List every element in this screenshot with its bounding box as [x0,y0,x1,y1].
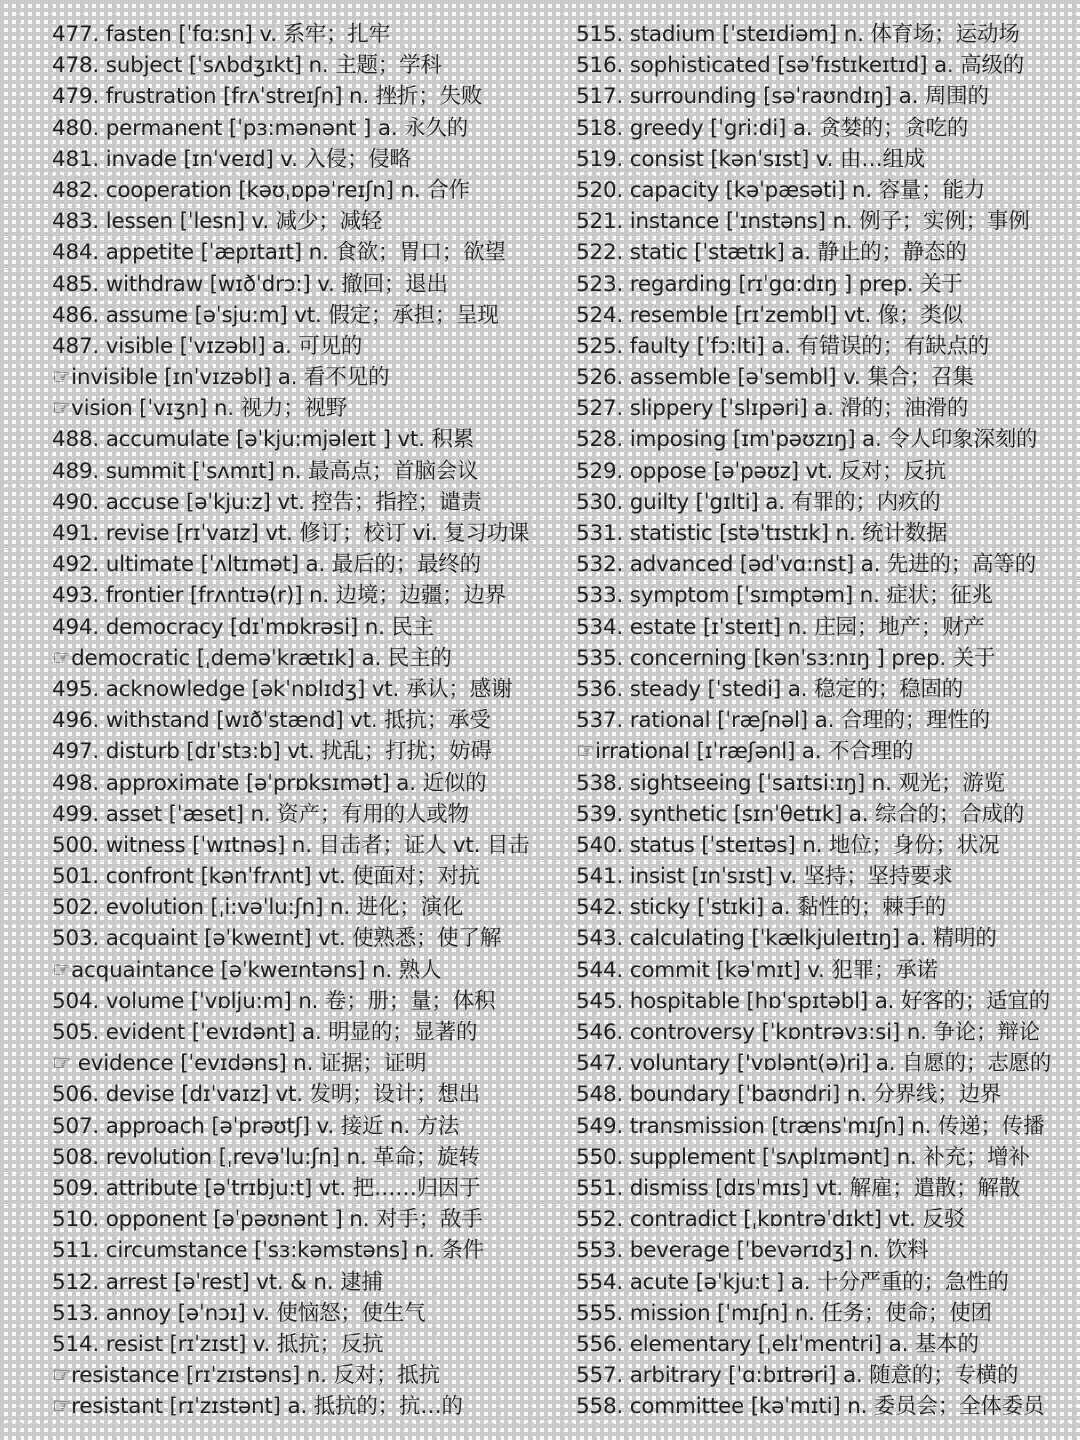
vocab-column-right [576,19,1066,1422]
vocab-entry: ☞irrational [ɪˈræʃənl] a. 不合理的 [576,739,914,765]
vocab-entry: 540. status [ˈsteɪtəs] n. 地位；身份；状况 [576,832,1000,858]
vocab-entry: 515. stadium [ˈsteɪdiəm] n. 体育场；运动场 [576,22,1020,47]
vocab-entry: 533. symptom [ˈsɪmptəm] n. 症状；征兆 [576,583,993,609]
vocab-entry: 505. evident [ˈevɪdənt] a. 明显的；显著的 [52,1020,478,1045]
vocab-entry: 556. elementary [ˌelɪˈmentri] a. 基本的 [576,1331,979,1357]
vocab-entry: ☞democratic [ˌdeməˈkrætɪk] a. 民主的 [52,645,452,671]
vocab-entry: 502. evolution [ˌi:vəˈlu:ʃn] n. 进化；演化 [52,895,464,921]
vocab-entry: 499. asset [ˈæset] n. 资产；有用的人或物 [52,801,469,827]
vocab-entry: 543. calculating [ˈkælkjuleɪtɪŋ] a. 精明的 [576,926,997,952]
vocab-entry: 489. summit [ˈsʌmɪt] n. 最高点；首脑会议 [52,458,479,484]
vocab-entry: 527. slippery [ˈslɪpəri] a. 滑的；油滑的 [576,396,969,422]
vocab-entry: 492. ultimate [ˈʌltɪmət] a. 最后的；最终的 [52,552,481,578]
vocab-entry: 479. frustration [frʌˈstreɪʃn] n. 挫折；失败 [52,84,483,110]
vocab-entry: 554. acute [əˈkju:t ] a. 十分严重的；急性的 [576,1269,1009,1295]
vocab-entry: 493. frontier [frʌntɪə(r)] n. 边境；边疆；边界 [52,583,507,609]
vocab-entry: 551. dismiss [dɪsˈmɪs] vt. 解雇；遣散；解散 [576,1175,1020,1201]
vocab-entry: 548. boundary [ˈbaʊndri] n. 分界线；边界 [576,1082,1002,1108]
vocab-entry: 526. assemble [əˈsembl] v. 集合；召集 [576,365,974,391]
vocab-entry: 530. guilty [ˈgɪlti] a. 有罪的；内疚的 [576,489,941,515]
vocab-entry: 510. opponent [əˈpəʊnənt ] n. 对手；敌手 [52,1207,483,1233]
vocab-entry: 545. hospitable [hɒˈspɪtəbl] a. 好客的；适宜的 [576,988,1051,1014]
vocab-entry: 546. controversy [ˈkɒntrəvɜ:si] n. 争论；辩论 [576,1020,1040,1045]
vocab-entry: 484. appetite [ˈæpɪtaɪt] n. 食欲；胃口；欲望 [52,240,506,266]
vocab-entry: 524. resemble [rɪˈzembl] vt. 像；类似 [576,302,964,328]
vocab-entry: 512. arrest [əˈrest] vt. & n. 逮捕 [52,1269,383,1295]
vocab-entry: 477. fasten [ˈfɑ:sn] v. 系牢；扎牢 [52,22,391,47]
vocab-entry: 501. confront [kənˈfrʌnt] vt. 使面对；对抗 [52,864,480,890]
vocab-entry: 500. witness [ˈwɪtnəs] n. 目击者；证人 vt. 目击 [52,832,530,858]
grid-line-vertical [1076,0,1077,1440]
vocab-entry: 537. rational [ˈræʃnəl] a. 合理的；理性的 [576,708,990,734]
vocab-entry: 552. contradict [ˌkɒntrəˈdɪkt] vt. 反驳 [576,1207,966,1233]
vocab-entry: 528. imposing [ɪmˈpəʊzɪŋ] a. 令人印象深刻的 [576,427,1038,453]
grid-line-horizontal [0,1423,1080,1424]
vocab-entry: 517. surrounding [səˈraʊndɪŋ] a. 周围的 [576,84,989,110]
vocab-entry: ☞ evidence [ˈevɪdəns] n. 证据；证明 [52,1051,427,1077]
vocab-entry: 487. visible [ˈvɪzəbl] a. 可见的 [52,333,363,359]
vocab-entry: 521. instance [ˈɪnstəns] n. 例子；实例；事例 [576,209,1030,235]
vocab-entry: 535. concerning [kənˈsɜ:nɪŋ ] prep. 关于 [576,645,996,671]
vocab-entry: 544. commit [kəˈmɪt] v. 犯罪；承诺 [576,957,938,983]
vocab-entry: 516. sophisticated [səˈfɪstɪkeɪtɪd] a. 高级的 [576,53,1025,79]
vocab-entry: 508. revolution [ˌrevəˈlu:ʃn] n. 革命；旋转 [52,1144,480,1170]
vocab-entry: 514. resist [rɪˈzɪst] v. 抵抗；反抗 [52,1331,384,1357]
vocab-entry: 478. subject [ˈsʌbdʒɪkt] n. 主题；学科 [52,53,442,79]
vocab-entry: 488. accumulate [əˈkju:mjəleɪt ] vt. 积累 [52,427,475,453]
grid-line-vertical [564,0,565,1440]
vocab-entry: 506. devise [dɪˈvaɪz] vt. 发明；设计；想出 [52,1082,480,1108]
vocab-entry: 481. invade [ɪnˈveɪd] v. 入侵；侵略 [52,146,411,172]
vocab-entry: 520. capacity [kəˈpæsəti] n. 容量；能力 [576,177,986,203]
vocab-entry: 532. advanced [ədˈvɑ:nst] a. 先进的；高等的 [576,552,1036,578]
vocab-entry: 519. consist [kənˈsɪst] v. 由…组成 [576,146,926,172]
vocab-entry: 480. permanent [ˈpɜ:mənənt ] a. 永久的 [52,115,469,141]
vocab-entry: 513. annoy [əˈnɔɪ] v. 使恼怒；使生气 [52,1300,426,1326]
vocab-entry: 549. transmission [trænsˈmɪʃn] n. 传递；传播 [576,1113,1045,1139]
vocab-entry: 531. statistic [stəˈtɪstɪk] n. 统计数据 [576,521,948,546]
vocab-entry: 538. sightseeing [ˈsaɪtsi:ɪŋ] n. 观光；游览 [576,770,1005,796]
vocab-entry: 497. disturb [dɪˈstɜ:b] vt. 扰乱；打扰；妨碍 [52,739,492,765]
vocab-entry: 547. voluntary ['vɒlənt(ə)ri] a. 自愿的；志愿的 [576,1051,1052,1077]
vocab-column-left [52,19,552,1422]
vocab-entry: 553. beverage [ˈbevərɪdʒ] n. 饮料 [576,1238,929,1264]
vocab-entry: 511. circumstance [ˈsɜ:kəmstəns] n. 条件 [52,1238,484,1264]
vocab-entry: 541. insist [ɪnˈsɪst] v. 坚持；坚持要求 [576,864,953,890]
vocab-entry: 539. synthetic [sɪnˈθetɪk] a. 综合的；合成的 [576,801,1025,827]
vocab-entry: 491. revise [rɪˈvaɪz] vt. 修订；校订 vi. 复习功课 [52,521,530,546]
vocab-entry: 483. lessen [ˈlesn] v. 减少；减轻 [52,209,383,235]
vocab-entry: 557. arbitrary [ˈɑ:bɪtrəri] a. 随意的；专横的 [576,1363,1019,1389]
vocab-entry: ☞resistance [rɪˈzɪstəns] n. 反对；抵抗 [52,1363,440,1389]
vocab-entry: 558. committee [kəˈmɪti] n. 委员会；全体委员 [576,1394,1045,1420]
vocab-entry: 534. estate [ɪˈsteɪt] n. 庄园；地产；财产 [576,614,985,640]
vocab-entry: 542. sticky [ˈstɪki] a. 黏性的；棘手的 [576,895,947,921]
grid-line-vertical [20,0,21,1440]
vocab-entry: 518. greedy [ˈgri:di] a. 贪婪的；贪吃的 [576,115,969,141]
vocab-entry: 525. faulty [ˈfɔ:lti] a. 有错误的；有缺点的 [576,333,990,359]
vocab-entry: 504. volume [ˈvɒlju:m] n. 卷；册；量；体积 [52,988,496,1014]
vocab-entry: 523. regarding [rɪˈgɑ:dɪŋ ] prep. 关于 [576,271,963,297]
vocab-entry: ☞acquaintance [əˈkweɪntəns] n. 熟人 [52,957,442,983]
vocab-entry: 529. oppose [əˈpəʊz] vt. 反对；反抗 [576,458,947,484]
vocab-entry: ☞vision [ˈvɪʒn] n. 视力；视野 [52,396,348,422]
vocab-entry: 536. steady [ˈstedi] a. 稳定的；稳固的 [576,676,964,702]
vocab-entry: 490. accuse [əˈkju:z] vt. 控告；指控；谴责 [52,489,482,515]
vocab-entry: ☞resistant [rɪˈzɪstənt] a. 抵抗的；抗…的 [52,1394,463,1420]
vocab-entry: 522. static [ˈstætɪk] a. 静止的；静态的 [576,240,967,266]
vocab-entry: 496. withstand [wɪðˈstænd] vt. 抵抗；承受 [52,708,491,734]
vocab-entry: ☞invisible [ɪnˈvɪzəbl] a. 看不见的 [52,365,390,391]
vocab-entry: 495. acknowledge [əkˈnɒlɪdʒ] vt. 承认；感谢 [52,676,513,702]
vocab-entry: 550. supplement [ˈsʌplɪmənt] n. 补充；增补 [576,1144,1030,1170]
vocab-entry: 494. democracy [dɪˈmɒkrəsi] n. 民主 [52,614,435,640]
vocab-entry: 507. approach [əˈprəʊtʃ] v. 接近 n. 方法 [52,1113,460,1139]
vocab-entry: 509. attribute [əˈtrɪbju:t] vt. 把……归因于 [52,1175,481,1201]
vocab-entry: 503. acquaint [əˈkweɪnt] vt. 使熟悉；使了解 [52,926,502,952]
vocab-entry: 555. mission [ˈmɪʃn] n. 任务；使命；使团 [576,1300,992,1326]
vocab-entry: 485. withdraw [wɪðˈdrɔ:] v. 撤回；退出 [52,271,448,297]
vocab-entry: 498. approximate [əˈprɒksɪmət] a. 近似的 [52,770,487,796]
vocab-entry: 482. cooperation [kəʊˌɒpəˈreɪʃn] n. 合作 [52,177,470,203]
vocab-entry: 486. assume [əˈsju:m] vt. 假定；承担；呈现 [52,302,499,328]
